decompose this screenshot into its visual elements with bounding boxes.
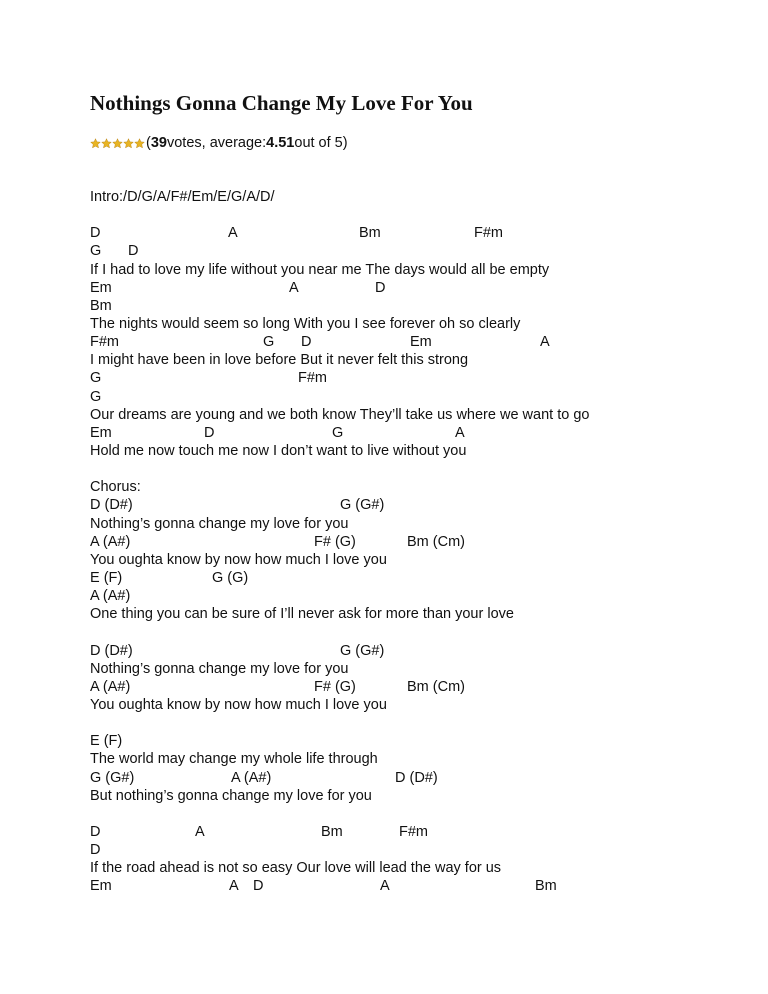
chord: F# (G): [314, 678, 356, 695]
chord-line: [90, 732, 750, 750]
chord: D (D#): [395, 769, 438, 786]
chord: D: [301, 334, 312, 351]
lyric: Hold me now touch me now I don’t want to live without you: [90, 442, 467, 459]
chord-line: [90, 587, 750, 605]
lyric: But nothing’s gonna change my love for you: [90, 787, 372, 804]
chord: Bm: [321, 823, 343, 840]
chord: D: [90, 225, 101, 242]
chord: Em: [410, 334, 432, 351]
chord: A: [229, 878, 239, 895]
chord: A (A#): [90, 533, 131, 550]
chord: F# (G): [314, 533, 356, 550]
chorus-label: Chorus:: [90, 479, 141, 496]
lyric: Our dreams are young and we both know They’ll take us where we want to go: [90, 406, 590, 423]
chord: Em: [90, 878, 112, 895]
lyric-line: [90, 859, 750, 877]
lyric: If the road ahead is not so easy Our love will lead the way for us: [90, 860, 502, 877]
chord: G: [263, 334, 275, 351]
lyric-line: [90, 406, 750, 424]
chord: A: [289, 279, 299, 296]
chord: D: [128, 243, 139, 260]
chord: G: [90, 370, 102, 387]
chord-line: [90, 769, 750, 787]
lyric: The world may change my whole life through: [90, 751, 378, 768]
lyric-line: [90, 696, 750, 714]
chord: D (D#): [90, 497, 133, 514]
chord: Bm (Cm): [407, 678, 465, 695]
section-label: [90, 478, 750, 496]
chord: F#m: [399, 823, 428, 840]
chord: G (G#): [340, 497, 385, 514]
chord: G (G#): [90, 769, 135, 786]
chord-line: [90, 388, 750, 406]
chord: Em: [90, 279, 112, 296]
blank-line: [90, 714, 750, 732]
rating-open-paren: (: [146, 135, 151, 151]
chord-line: [90, 297, 750, 315]
chord: Bm: [90, 297, 112, 314]
chord-line: [90, 333, 750, 351]
chord-line: [90, 424, 750, 442]
lyric: If I had to love my life without you near me The days would all be empty: [90, 261, 550, 278]
star-icon: [134, 138, 145, 149]
lyric-line: [90, 660, 750, 678]
lyric-line: [90, 515, 750, 533]
blank-line: [90, 805, 750, 823]
lyric: The nights would seem so long With you I see forever oh so clearly: [90, 315, 521, 332]
chord-line: [90, 569, 750, 587]
chord: D (D#): [90, 642, 133, 659]
chord: G: [90, 243, 102, 260]
lyric-line: [90, 442, 750, 460]
chord: F#m: [298, 370, 327, 387]
chord: A (A#): [231, 769, 272, 786]
chord: F#m: [90, 334, 119, 351]
chord: G (G#): [340, 642, 385, 659]
chord: D: [204, 424, 215, 441]
chord: D: [90, 823, 101, 840]
blank-line: [90, 460, 750, 478]
chord-line: [90, 678, 750, 696]
chord: D: [253, 878, 264, 895]
chord-line: [90, 877, 750, 895]
chord: A: [195, 823, 205, 840]
lyric: I might have been in love before But it never felt this strong: [90, 352, 469, 369]
star-icon: [90, 138, 101, 149]
chord: Bm: [359, 225, 381, 242]
lyric-line: [90, 315, 750, 333]
chord: Bm: [535, 878, 557, 895]
lyric-line: [90, 261, 750, 279]
chord-line: [90, 242, 750, 260]
average-rating: 4.51: [266, 135, 295, 151]
chord-line: [90, 841, 750, 859]
votes-text: votes, average:: [166, 135, 267, 151]
lyric: One thing you can be sure of I’ll never ask for more than your love: [90, 606, 514, 623]
chord: A: [455, 424, 465, 441]
rating-stars[interactable]: [90, 138, 145, 149]
chord: A: [380, 878, 390, 895]
chord: E (F): [90, 569, 123, 586]
lyric-line: [90, 787, 750, 805]
out-of-text: out of 5): [294, 135, 348, 151]
lyric-line: [90, 351, 750, 369]
chord: E (F): [90, 733, 123, 750]
lyric-line: [90, 750, 750, 768]
lyric: Nothing’s gonna change my love for you: [90, 660, 349, 677]
chord-line: [90, 533, 750, 551]
vote-count: 39: [150, 135, 167, 151]
star-icon: [101, 138, 112, 149]
chord: Em: [90, 424, 112, 441]
star-icon: [123, 138, 134, 149]
chord: A: [228, 225, 238, 242]
lyric: You oughta know by now how much I love you: [90, 696, 387, 713]
chord-sheet: [90, 188, 750, 895]
chord-line: [90, 369, 750, 387]
star-icon: [112, 138, 123, 149]
chord: G: [90, 388, 102, 405]
rating-line: [90, 134, 348, 152]
chord-line: [90, 279, 750, 297]
chord: F#m: [474, 225, 503, 242]
lyric: You oughta know by now how much I love you: [90, 551, 387, 568]
lyric-line: [90, 605, 750, 623]
chord-line: [90, 224, 750, 242]
chord: D: [90, 842, 101, 859]
chord: D: [375, 279, 386, 296]
lyric: Nothing’s gonna change my love for you: [90, 515, 349, 532]
chord: A (A#): [90, 588, 131, 605]
intro-line: [90, 188, 750, 206]
chord: A: [540, 334, 550, 351]
song-title: Nothings Gonna Change My Love For You: [90, 91, 473, 115]
blank-line: [90, 623, 750, 641]
chord-line: [90, 642, 750, 660]
lyric-line: [90, 551, 750, 569]
chord: G (G): [212, 569, 249, 586]
chord: A (A#): [90, 678, 131, 695]
chord: Bm (Cm): [407, 533, 465, 550]
chord-line: [90, 496, 750, 514]
chord-line: [90, 823, 750, 841]
blank-line: [90, 206, 750, 224]
intro-chords: Intro:/D/G/A/F#/Em/E/G/A/D/: [90, 189, 275, 205]
chord: G: [332, 424, 344, 441]
